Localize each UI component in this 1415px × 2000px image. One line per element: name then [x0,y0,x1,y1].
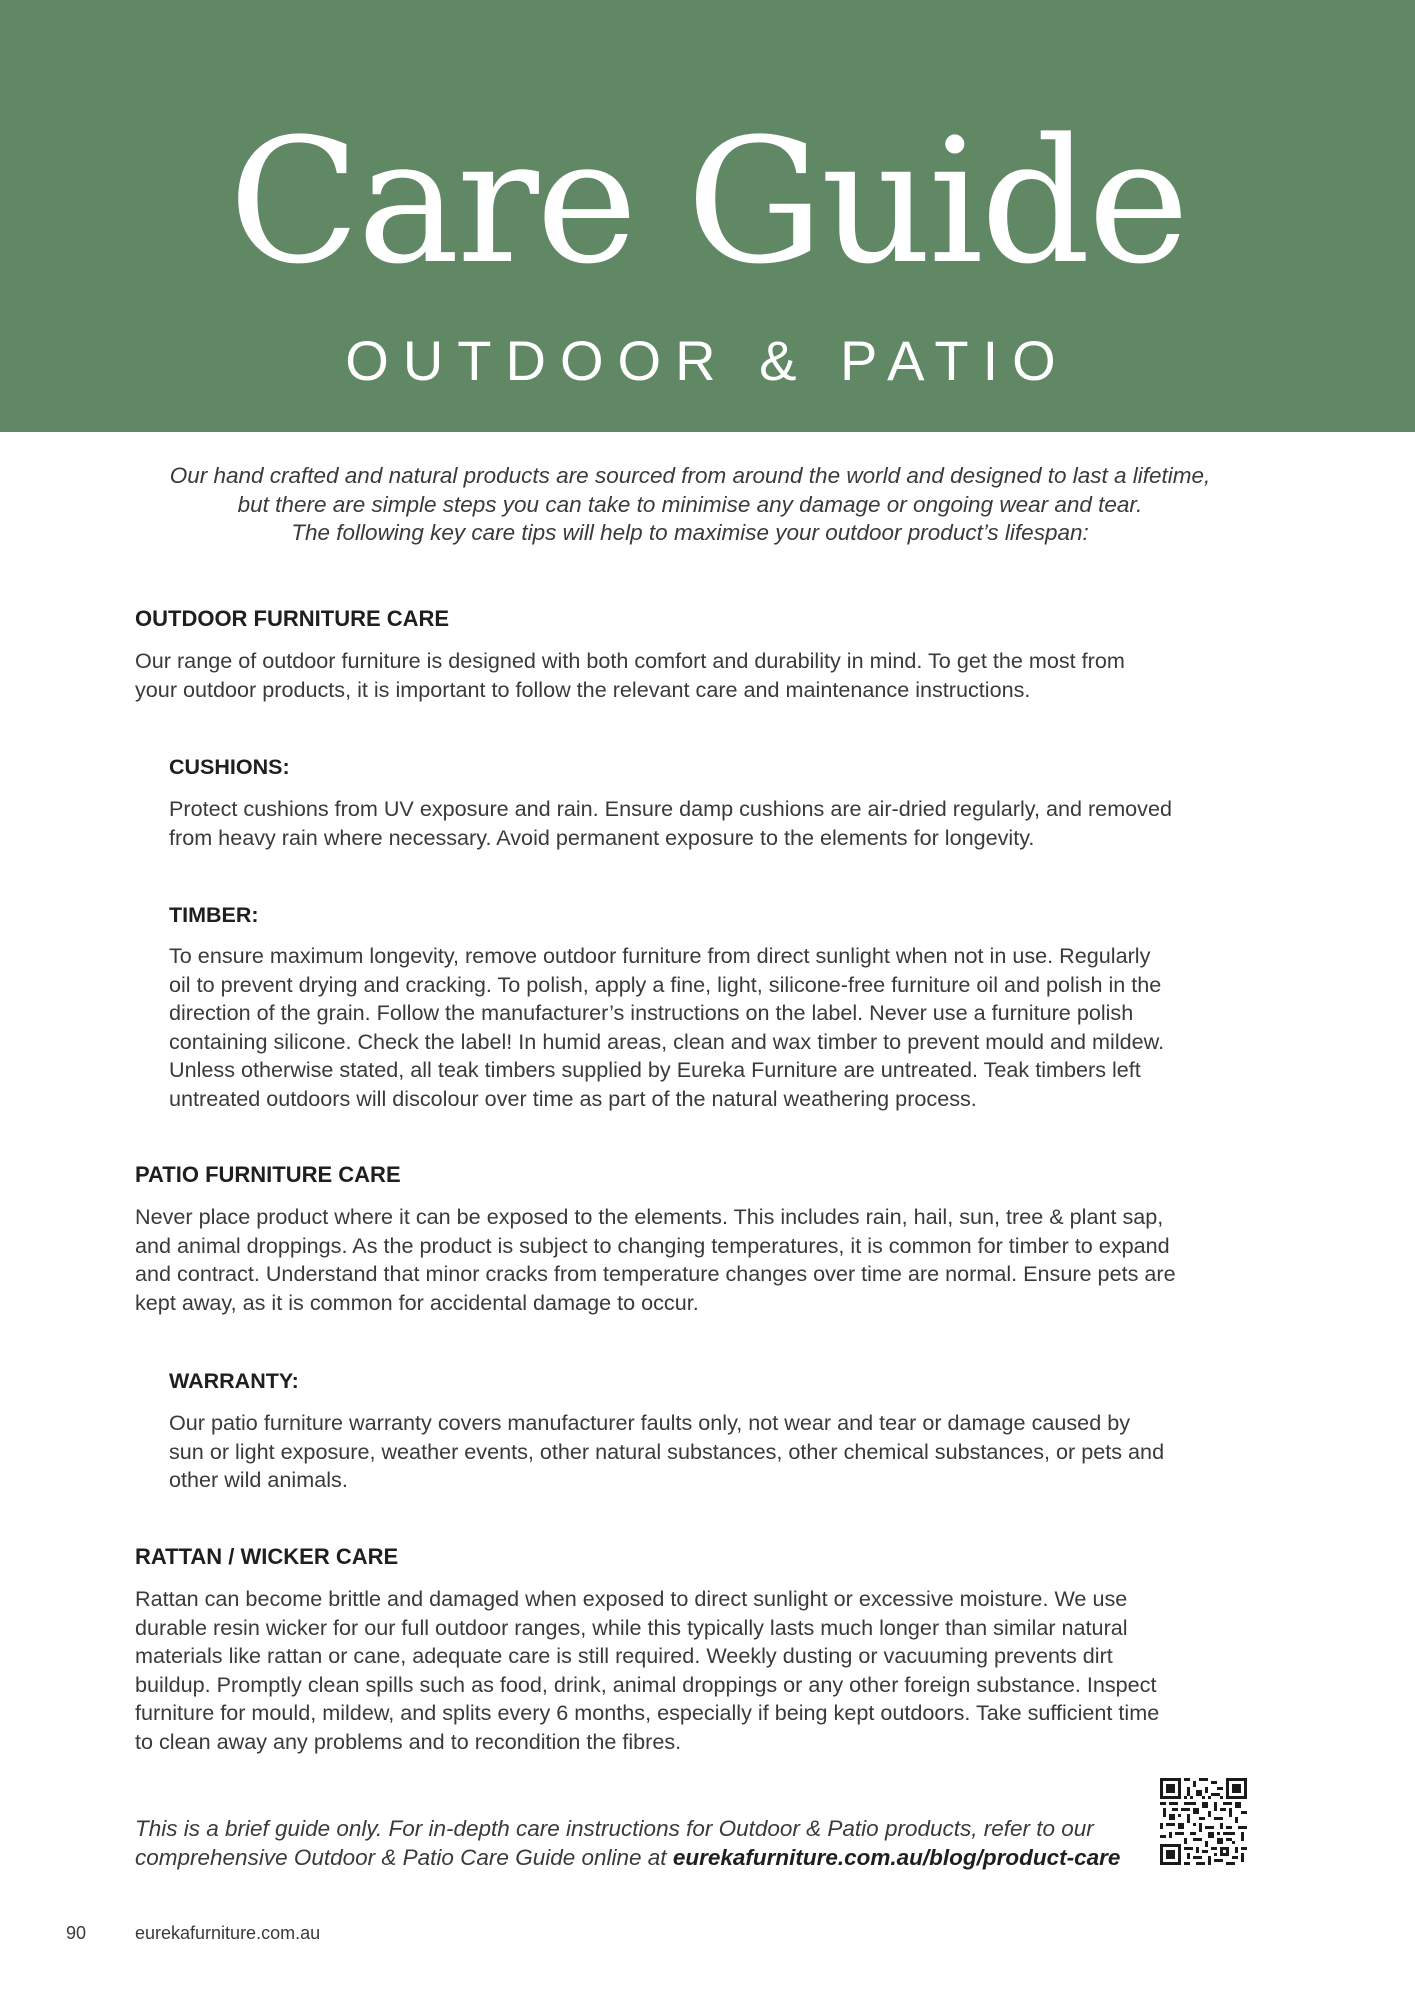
body-line: Our range of outdoor furniture is designed with both comfort and durability in mind. To get the most from [135,648,1125,673]
body-line: durable resin wicker for our full outdoor ranges, while this typically lasts much longer than similar natural [135,1614,1128,1640]
body-line: to clean away any problems and to recondition the fibres. [135,1728,682,1754]
intro-line: but there are simple steps you can take to minimise any damage or ongoing wear and tear. [237,491,1143,517]
body-line: and animal droppings. As the product is subject to changing temperatures, it is common for timber to expand [135,1232,1170,1258]
body-line: Unless otherwise stated, all teak timbers supplied by Eureka Furniture are untreated. Teak timbers left [169,1057,1141,1082]
body-line: and contract. Understand that minor cracks from temperature changes over time are normal. Ensure pets are [135,1261,1176,1286]
subsection-timber [169,901,1299,1113]
body-line: Our patio furniture warranty covers manufacturer faults only, not wear and tear or damage caused by [169,1410,1131,1435]
subsection-body [169,942,1299,1113]
page-number: 90 [66,1923,87,1943]
section-outdoor [135,605,1265,704]
body-line: Never place product where it can be exposed to the elements. This includes rain, hail, sun, tree & plant sap, [135,1204,1164,1229]
subsection-heading: TIMBER: [169,903,259,927]
footer-site[interactable]: eurekafurniture.com.au [135,1923,321,1943]
footer-note-line [135,1843,1145,1872]
subsection-heading: CUSHIONS: [169,755,290,779]
section-body [135,1585,1265,1756]
section-body [135,647,1265,704]
body-line: other wild animals. [169,1467,348,1492]
footer-note-prefix: comprehensive Outdoor & Patio Care Guide online at [135,1845,673,1870]
subsection-warranty [169,1367,1299,1495]
qr-code-icon[interactable] [1160,1778,1247,1865]
section-heading: RATTAN / WICKER CARE [135,1544,399,1569]
body-line: materials like rattan or cane, adequate care is still required. Weekly dusting or vacuuming prevents dirt [135,1643,1113,1668]
footer-note [135,1814,1145,1872]
body-line: Rattan can become brittle and damaged when exposed to direct sunlight or excessive moisture. We use [135,1586,1128,1611]
body-line: buildup. Promptly clean spills such as food, drink, animal droppings or any other foreign substance. Inspect [135,1671,1157,1697]
subsection-cushions [169,753,1299,852]
body-line: kept away, as it is common for accidental damage to occur. [135,1289,699,1315]
intro-line: Our hand crafted and natural products are sourced from around the world and designed to last a lifetime, [169,463,1211,488]
header-banner [0,0,1415,432]
body-line: from heavy rain where necessary. Avoid permanent exposure to the elements for longevity. [169,824,1035,850]
body-line: furniture for mould, mildew, and splits every 6 months, especially if being kept outdoors. Take sufficient time [135,1700,1160,1725]
section-heading: PATIO FURNITURE CARE [135,1162,401,1187]
page-subtitle: OUTDOOR & PATIO [345,329,1070,392]
footer-note-line: This is a brief guide only. For in-depth care instructions for Outdoor & Patio products, refer to our [135,1816,1094,1841]
section-body [135,1203,1265,1317]
intro-text [100,462,1280,548]
body-line: untreated outdoors will discolour over time as part of the natural weathering process. [169,1085,977,1111]
intro-line: The following key care tips will help to maximise your outdoor product’s lifespan: [291,520,1089,545]
body-line: oil to prevent drying and cracking. To polish, apply a fine, light, silicone-free furniture oil and polish in the [169,971,1162,997]
body-line: To ensure maximum longevity, remove outdoor furniture from direct sunlight when not in use. Regularly [169,943,1151,968]
section-patio [135,1161,1265,1317]
body-line: Protect cushions from UV exposure and rain. Ensure damp cushions are air-dried regularly, and removed [169,796,1173,821]
section-heading: OUTDOOR FURNITURE CARE [135,606,450,631]
body-line: your outdoor products, it is important to follow the relevant care and maintenance instructions. [135,676,1031,702]
body-line: direction of the grain. Follow the manufacturer’s instructions on the label. Never use a furniture polish [169,1000,1134,1025]
subsection-heading: WARRANTY: [169,1369,299,1393]
care-guide-link[interactable]: eurekafurniture.com.au/blog/product-care [672,1845,1121,1870]
body-line: sun or light exposure, weather events, other natural substances, other chemical substances, or pets and [169,1438,1165,1464]
section-rattan [135,1543,1265,1756]
subsection-body [169,1409,1299,1495]
page-title: Care Guide [228,101,1187,302]
subsection-body [169,795,1299,852]
body-line: containing silicone. Check the label! In humid areas, clean and wax timber to prevent mould and mildew. [169,1028,1165,1054]
